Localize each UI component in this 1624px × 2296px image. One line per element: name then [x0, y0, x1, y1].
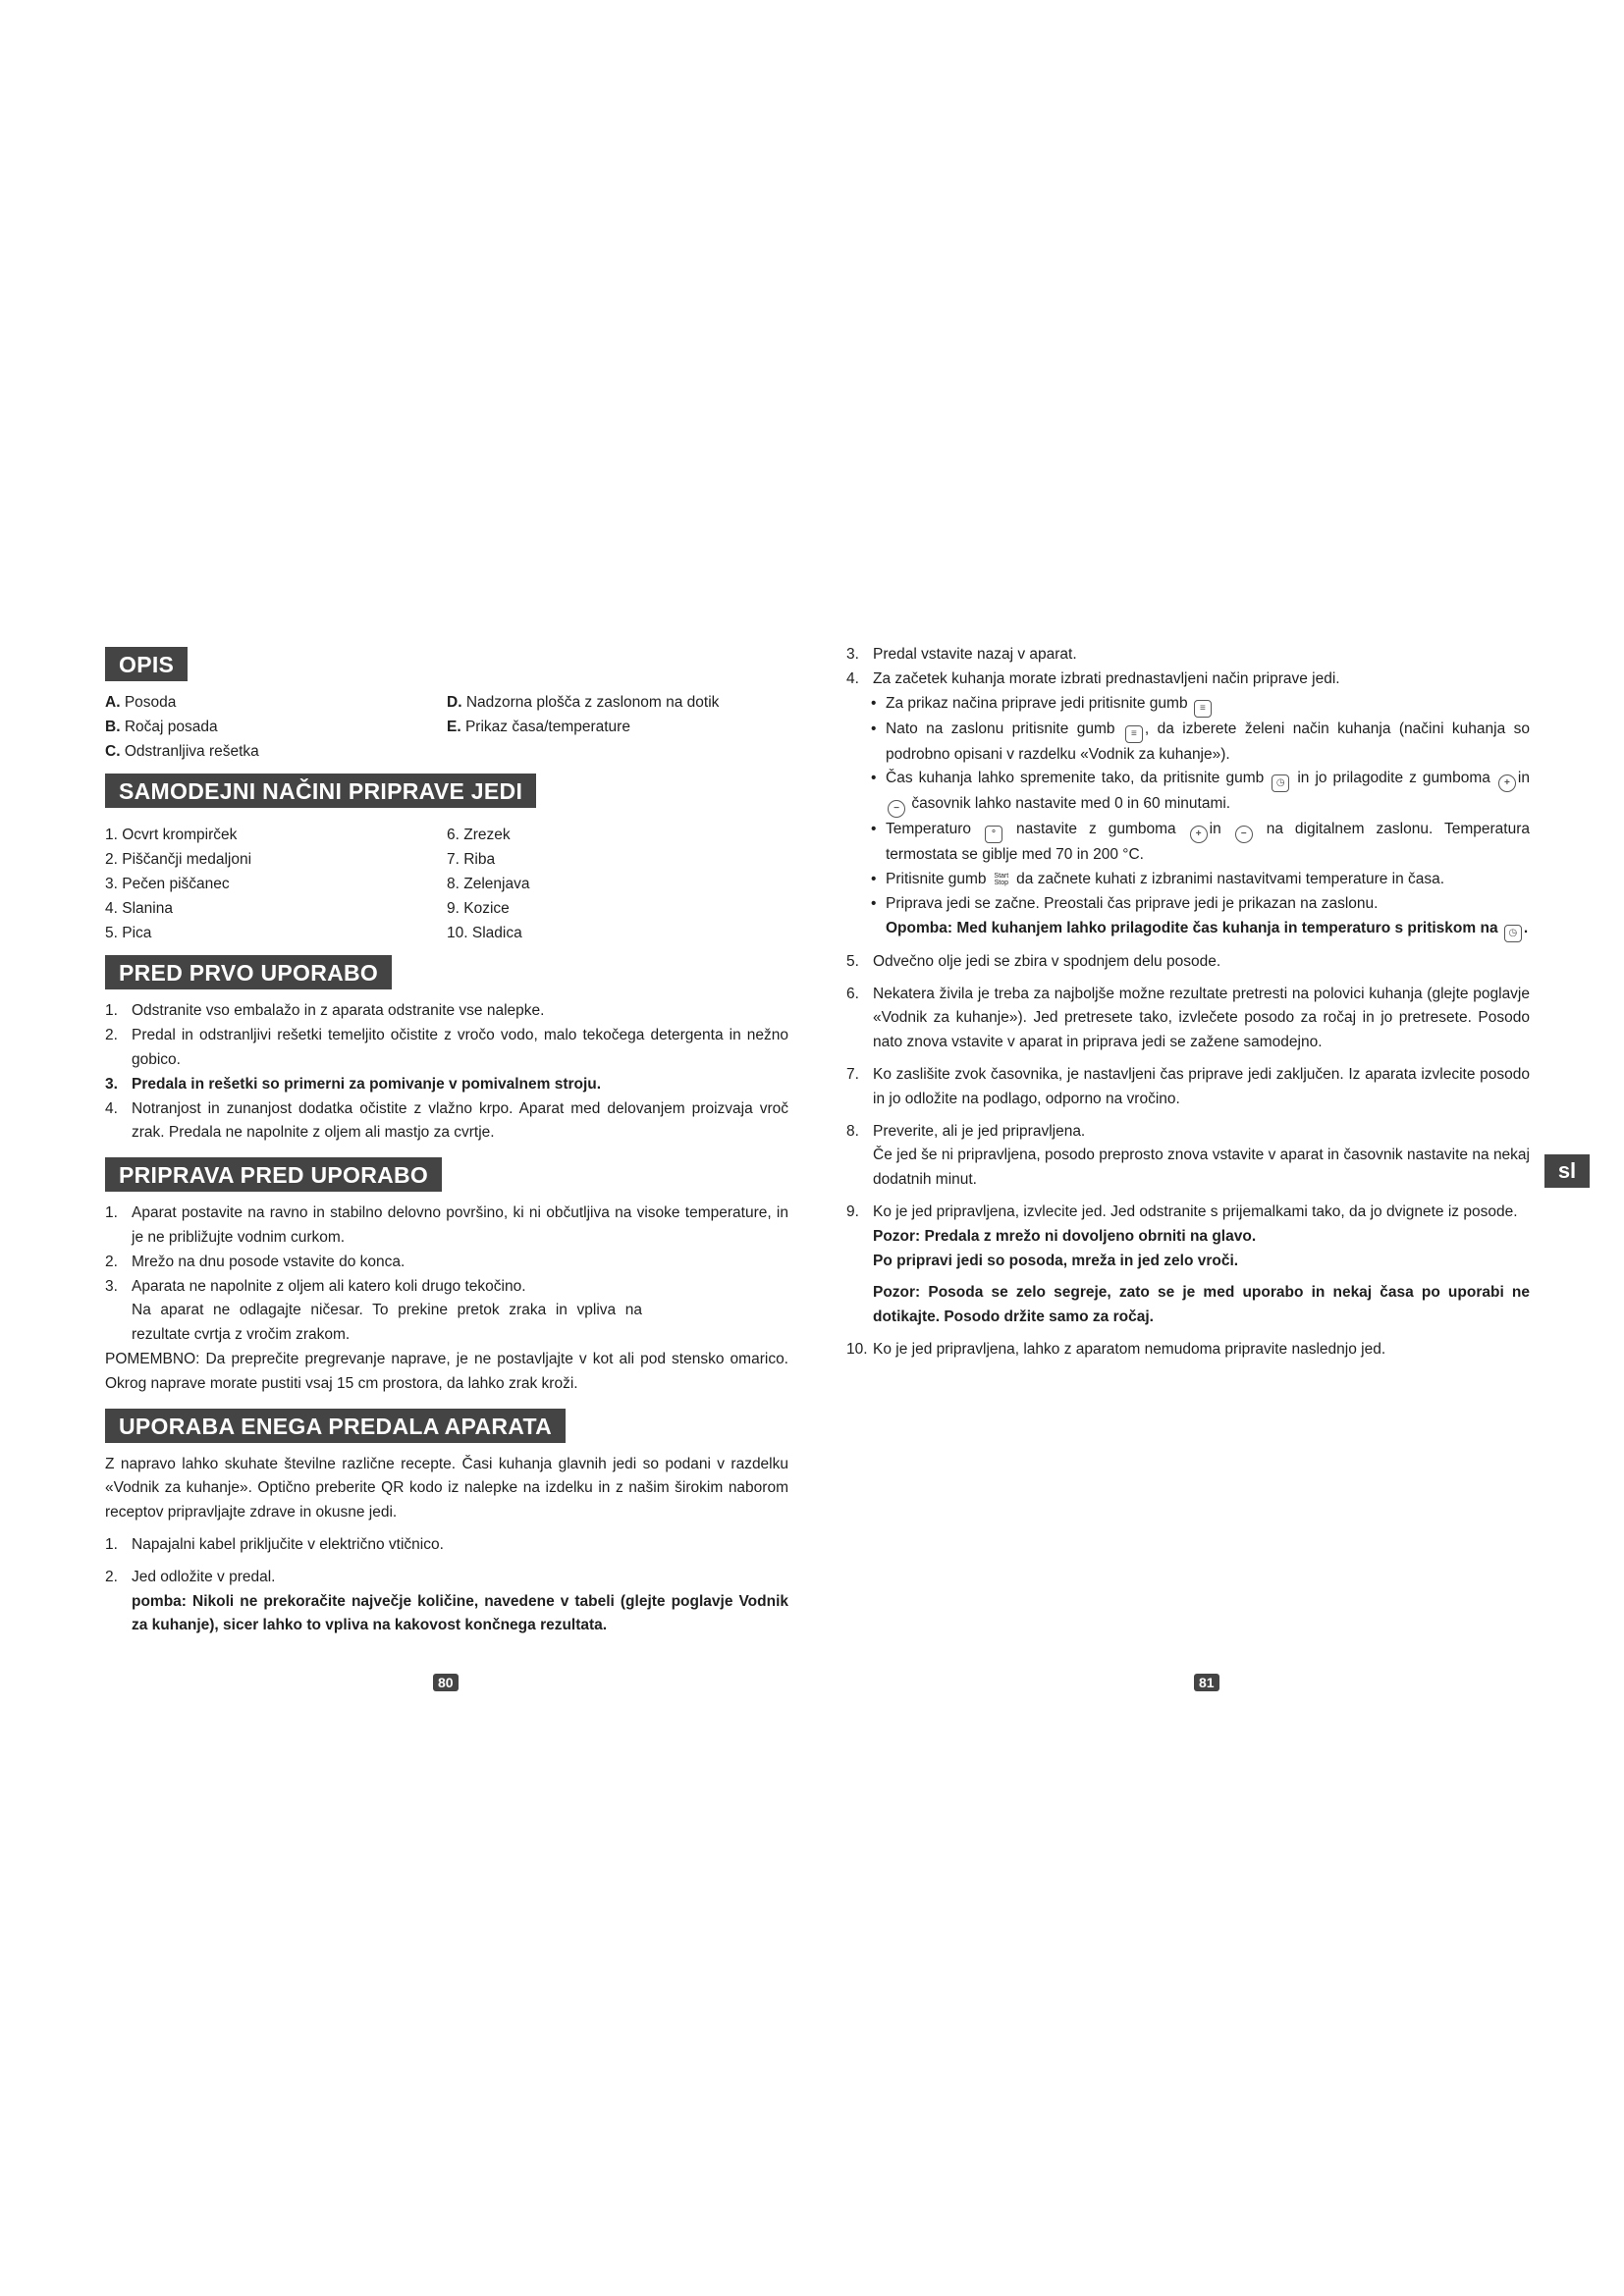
- list-item: 4. Slanina: [105, 899, 173, 917]
- list-item: 6. Nekatera živila je treba za najboljše možne rezultate pretresti na polovici kuhanja (glejte poglavje «Vodnik za kuhanje»). Jed pretresete tako, izvlečete posodo za ročaj in jo pretresete. Posodo nato znova vstavite v aparat in priprava jedi se zažene samodejno.: [846, 985, 1530, 1051]
- minus-icon: −: [888, 800, 905, 818]
- warning-text: Po pripravi jedi so posoda, mreža in jed zelo vroči.: [873, 1252, 1239, 1269]
- warning-text: Pozor: Predala z mrežo ni dovoljeno obrniti na glavo.: [873, 1227, 1257, 1245]
- list-item: 1. Aparat postavite na ravno in stabilno delovno površino, ki ni občutljiva na visoke temperature, in je ne približujte vodnim curkom.: [105, 1204, 788, 1246]
- list-item: 8. Preverite, ali je jed pripravljena. Če jed še ni pripravljena, posodo preprosto znova vstavite v aparat in časovnik nastavite na nekaj dodatnih minut.: [846, 1122, 1530, 1189]
- right-page: [846, 643, 1530, 1362]
- list-item: 2. Predal in odstranljivi rešetki temeljito očistite z vročo vodo, malo tekočega detergenta in nežno gobico.: [105, 1027, 788, 1068]
- list-item: 7. Riba: [447, 851, 496, 869]
- list-item: • Čas kuhanja lahko spremenite tako, da pritisnite gumb ◷ in jo prilagodite z gumboma + in − časovnik lahko nastavite med 0 in 60 minutami.: [871, 767, 1530, 818]
- start-stop-icon: Start Stop: [994, 873, 1009, 887]
- list-item: 3. Aparata ne napolnite z oljem ali katero koli drugo tekočino.: [105, 1277, 526, 1295]
- list-item: • Priprava jedi se začne. Preostali čas priprave jedi je prikazan na zaslonu. Opomba: Med kuhanjem lahko prilagodite čas kuhanja in temperaturo s pritiskom na ◷ .: [871, 892, 1530, 942]
- list-item: • Za prikaz načina priprave jedi pritisnite gumb ≡: [871, 692, 1530, 718]
- prep-heading: PRIPRAVA PRED UPORABO: [105, 1157, 442, 1192]
- list-item: 3. Predala in rešetki so primerni za pomivanje v pomivalnem stroju.: [105, 1075, 602, 1093]
- auto-modes-heading: SAMODEJNI NAČINI PRIPRAVE JEDI: [105, 774, 536, 808]
- list-item: 9. Ko je jed pripravljena, izvlecite jed. Jed odstranite s prijemalkami tako, da jo dvignete iz posode. Pozor: Predala z mrežo ni dovoljeno obrniti na glavo. Po pripravi jedi so posoda, mreža in jed zelo vroči. Pozor: Posoda se zelo segreje, zato se je med uporabo in nekaj časa po uporabi ne dotikajte. Posodo držite samo za ročaj.: [846, 1201, 1530, 1330]
- list-item: 3. Predal vstavite nazaj v aparat.: [846, 646, 1077, 663]
- opis-item-d: D. Nadzorna plošča z zaslonom na dotik: [447, 694, 720, 711]
- opis-heading: OPIS: [105, 647, 188, 681]
- list-item: 10. Ko je jed pripravljena, lahko z aparatom nemudoma pripravite naslednjo jed.: [846, 1340, 1386, 1358]
- opis-item-e: E. Prikaz časa/temperature: [447, 718, 630, 735]
- first-use-heading: PRED PRVO UPORABO: [105, 955, 392, 989]
- prep-important: POMEMBNO: Da preprečite pregrevanje naprave, je ne postavljajte v kot ali pod stensko omarico. Okrog naprave morate pustiti vsaj 15 cm prostora, da lahko zrak kroži.: [105, 1350, 788, 1392]
- step8-sub: Če jed še ni pripravljena, posodo preprosto znova vstavite v aparat in časovnik nastavite na nekaj dodatnih minut.: [873, 1147, 1530, 1189]
- list-item: 2. Mrežo na dnu posode vstavite do konca.: [105, 1253, 406, 1270]
- plus-icon: +: [1498, 774, 1516, 792]
- single-drawer-heading: UPORABA ENEGA PREDALA APARATA: [105, 1409, 566, 1443]
- left-page: [105, 643, 788, 1638]
- opis-item-c: C. Odstranljiva rešetka: [105, 742, 259, 760]
- cooking-mode-icon: ≡: [1125, 725, 1143, 743]
- auto-modes-list: [105, 824, 788, 945]
- list-item: 9. Kozice: [447, 899, 510, 917]
- list-item: 1. Ocvrt krompirček: [105, 827, 238, 844]
- list-item: 5. Odvečno olje jedi se zbira v spodnjem delu posode.: [846, 952, 1221, 970]
- opis-item-a: A. Posoda: [105, 694, 177, 711]
- thermometer-icon: °: [985, 826, 1002, 843]
- list-item: 4. Notranjost in zunanjost dodatka očistite z vlažno krpo. Aparat med delovanjem proizvaja vroč zrak. Predala ne napolnite z oljem ali mastjo za cvrtje.: [105, 1099, 788, 1142]
- list-item: 4. Za začetek kuhanja morate izbrati prednastavljeni način priprave jedi.: [846, 669, 1340, 687]
- list-item: 8. Zelenjava: [447, 875, 530, 892]
- list-item: 2. Jed odložite v predal.: [105, 1568, 276, 1585]
- opis-item-b: B. Ročaj posada: [105, 718, 218, 735]
- list-item: 1. Napajalni kabel priključite v električno vtičnico.: [105, 1535, 444, 1553]
- prep-list: [105, 1201, 788, 1396]
- list-item: • Nato na zaslonu pritisnite gumb ≡ , da izberete želeni način kuhanja (načini kuhanja so podrobno opisani v razdelku «Vodnik za kuhanje»).: [871, 718, 1530, 768]
- list-item: • Pritisnite gumb Start Stop da začnete kuhati z izbranimi nastavitvami temperature in časa.: [871, 868, 1530, 892]
- timer-icon: ◷: [1504, 925, 1522, 942]
- first-use-list: [105, 999, 788, 1146]
- page-number-right: 81: [1194, 1674, 1219, 1691]
- list-item: 5. Pica: [105, 924, 152, 941]
- timer-icon: ◷: [1272, 774, 1289, 792]
- list-item: 7. Ko zaslišite zvok časovnika, je nastavljeni čas priprave jedi zaključen. Iz aparata izvlecite posodo in jo odložite na podlago, odporno na vročino.: [846, 1065, 1530, 1107]
- language-tab: sl: [1544, 1154, 1590, 1188]
- single-note: pomba: Nikoli ne prekoračite največje količine, navedene v tabeli (glejte poglavje Vodnik za kuhanje), sicer lahko to vpliva na kakovost končnega rezultata.: [132, 1592, 788, 1634]
- plus-icon: +: [1190, 826, 1208, 843]
- minus-icon: −: [1235, 826, 1253, 843]
- list-item: 2. Piščančji medaljoni: [105, 851, 252, 869]
- prep-sub-note: Na aparat ne odlagajte ničesar. To prekine pretok zraka in vpliva na rezultate cvrtja z vročim zrakom.: [132, 1302, 642, 1344]
- step4-bullets: [846, 692, 1530, 942]
- list-item: 3. Pečen piščanec: [105, 875, 230, 892]
- list-item: 6. Zrezek: [447, 827, 511, 844]
- list-item: • Temperaturo ° nastavite z gumboma + in − na digitalnem zaslonu. Temperatura termostata se giblje med 70 in 200 °C.: [871, 818, 1530, 868]
- single-drawer-body: [105, 1453, 788, 1639]
- page-number-left: 80: [433, 1674, 459, 1691]
- single-intro: Z napravo lahko skuhate številne različne recepte. Časi kuhanja glavnih jedi so podani v razdelku «Vodnik za kuhanje». Optično preberite QR kodo iz nalepke na izdelku in z našim širokim naborom receptov pripravljajte zdrave in okusne jedi.: [105, 1455, 788, 1522]
- list-item: 1. Odstranite vso embalažo in z aparata odstranite vse nalepke.: [105, 1002, 545, 1020]
- warning-text: Pozor: Posoda se zelo segreje, zato se je med uporabo in nekaj časa po uporabi ne dotikajte. Posodo držite samo za ročaj.: [873, 1284, 1530, 1326]
- list-item: 10. Sladica: [447, 924, 522, 941]
- step4-note: Opomba: Med kuhanjem lahko prilagodite čas kuhanja in temperaturo s pritiskom na ◷ .: [886, 917, 1530, 942]
- opis-list: [105, 691, 788, 764]
- cooking-mode-icon: ≡: [1194, 700, 1212, 718]
